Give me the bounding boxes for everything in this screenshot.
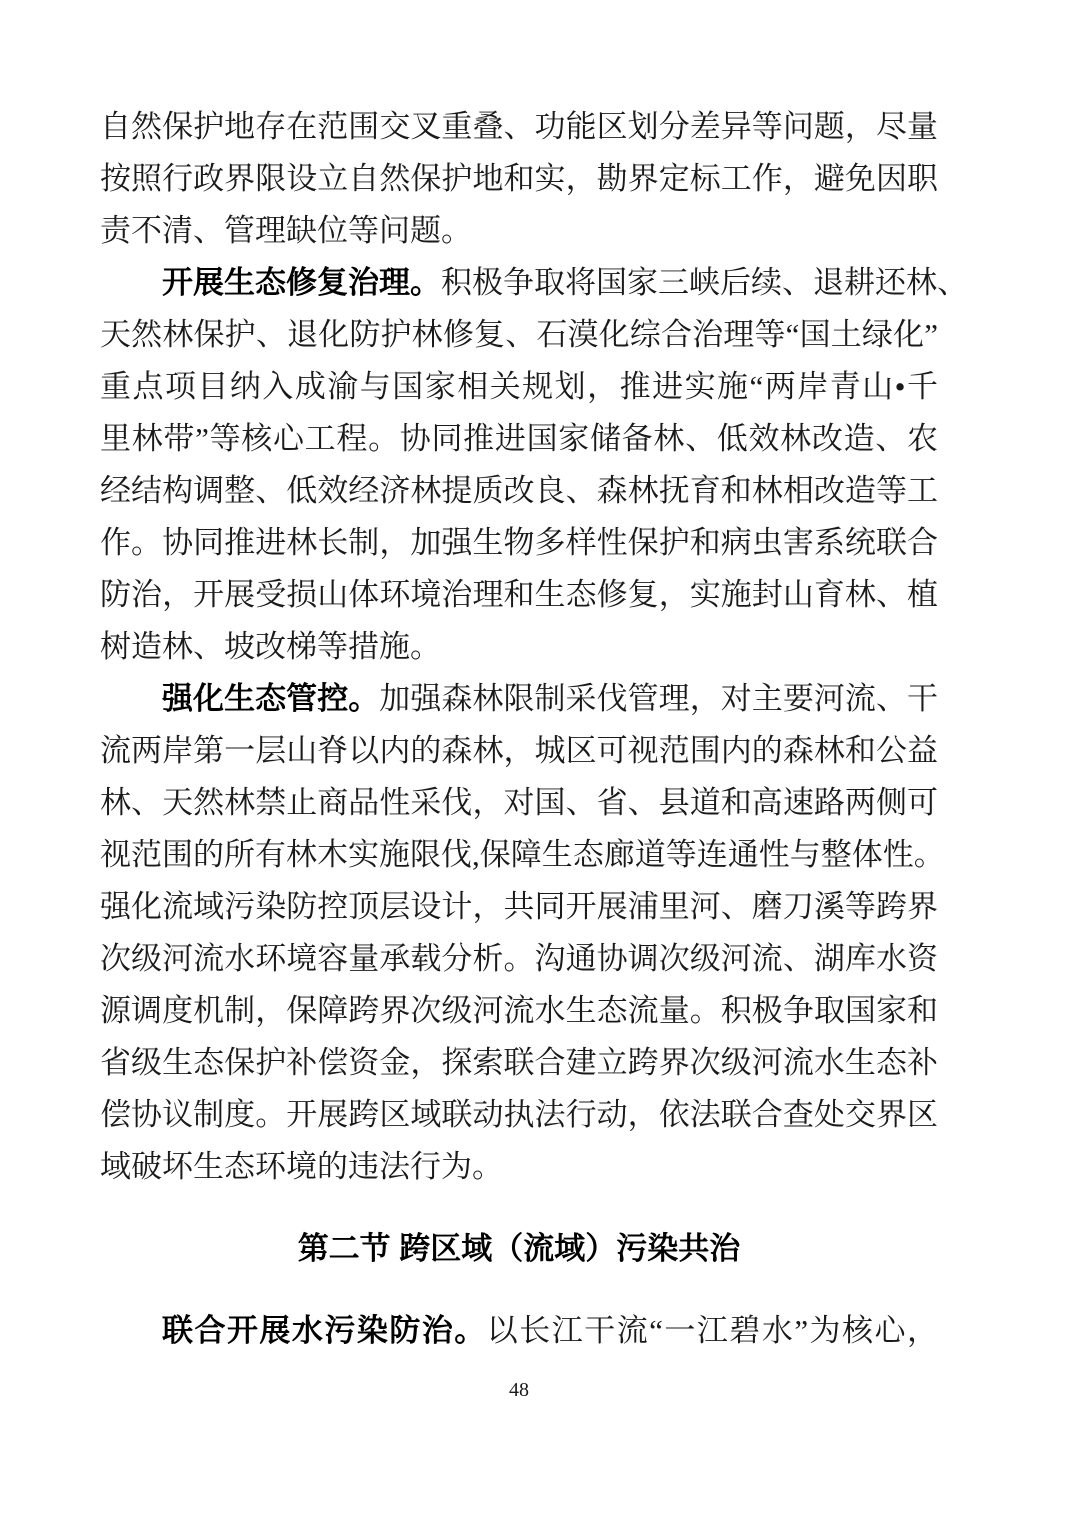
text-line bbox=[100, 153, 938, 205]
line-text: 省级生态保护补偿资金，探索联合建立跨界次级河流水生态补 bbox=[100, 1045, 938, 1080]
line-text: 流两岸第一层山脊以内的森林，城区可视范围内的森林和公益 bbox=[100, 733, 938, 768]
text-line bbox=[100, 1089, 938, 1141]
text-line bbox=[100, 465, 938, 517]
line-text: 责不清、管理缺位等问题。 bbox=[100, 213, 472, 248]
text-line bbox=[100, 621, 938, 673]
page-number: 48 bbox=[509, 1379, 529, 1401]
text-line bbox=[100, 985, 938, 1037]
text-line bbox=[100, 1037, 938, 1089]
line-text: 经结构调整、低效经济林提质改良、森林抚育和林相改造等工 bbox=[100, 473, 938, 508]
text-line bbox=[100, 725, 938, 777]
text-line bbox=[100, 257, 968, 309]
text-line bbox=[100, 1141, 938, 1193]
text-line bbox=[100, 933, 938, 985]
text-line bbox=[100, 829, 945, 881]
text-line bbox=[100, 361, 938, 413]
paragraph-lead: 开展生态修复治理。 bbox=[162, 265, 441, 300]
line-text: 加强森林限制采伐管理，对主要河流、干 bbox=[379, 681, 939, 716]
text-line bbox=[100, 309, 938, 361]
text-line bbox=[100, 101, 938, 153]
line-text: 自然保护地存在范围交叉重叠、功能区划分差异等问题，尽量 bbox=[100, 109, 938, 144]
line-text: 域破坏生态环境的违法行为。 bbox=[100, 1149, 503, 1184]
line-text: 按照行政界限设立自然保护地和实，勘界定标工作，避免因职 bbox=[100, 161, 938, 196]
line-text: 偿协议制度。开展跨区域联动执法行动，依法联合查处交界区 bbox=[100, 1097, 938, 1132]
line-text: 树造林、坡改梯等措施。 bbox=[100, 629, 441, 664]
paragraph-lead: 强化生态管控。 bbox=[162, 681, 380, 716]
line-text: 防治，开展受损山体环境治理和生态修复，实施封山育林、植 bbox=[100, 577, 938, 612]
text-line bbox=[100, 569, 938, 621]
text-line bbox=[100, 517, 938, 569]
text-line bbox=[100, 413, 938, 465]
section-heading: 第二节 跨区域（流域）污染共治 bbox=[297, 1231, 741, 1266]
line-text: 视范围的所有林木实施限伐,保障生态廊道等连通性与整体性。 bbox=[100, 837, 945, 872]
line-text: 次级河流水环境容量承载分析。沟通协调次级河流、湖库水资 bbox=[100, 941, 938, 976]
paragraph-lead: 联合开展水污染防治。 bbox=[162, 1313, 487, 1348]
line-text: 里林带”等核心工程。协同推进国家储备林、低效林改造、农 bbox=[100, 421, 938, 456]
line-text: 强化流域污染防控顶层设计，共同开展浦里河、磨刀溪等跨界 bbox=[100, 889, 938, 924]
text-line bbox=[100, 881, 938, 933]
document-page bbox=[100, 0, 968, 1402]
line-text: 作。协同推进林长制，加强生物多样性保护和病虫害系统联合 bbox=[100, 525, 938, 560]
line-text: 天然林保护、退化防护林修复、石漠化综合治理等“国土绿化” bbox=[100, 317, 938, 352]
line-text: 林、天然林禁止商品性采伐，对国、省、县道和高速路两侧可 bbox=[100, 785, 938, 820]
text-line bbox=[100, 777, 938, 829]
line-text: 积极争取将国家三峡后续、退耕还林、 bbox=[441, 265, 968, 300]
text-line bbox=[100, 1305, 938, 1357]
line-text: 重点项目纳入成渝与国家相关规划，推进实施“两岸青山•千 bbox=[100, 369, 938, 404]
text-line bbox=[100, 205, 938, 257]
text-line bbox=[100, 673, 938, 725]
line-text: 以长江干流“一江碧水”为核心， bbox=[486, 1313, 938, 1348]
line-text: 源调度机制，保障跨界次级河流水生态流量。积极争取国家和 bbox=[100, 993, 938, 1028]
